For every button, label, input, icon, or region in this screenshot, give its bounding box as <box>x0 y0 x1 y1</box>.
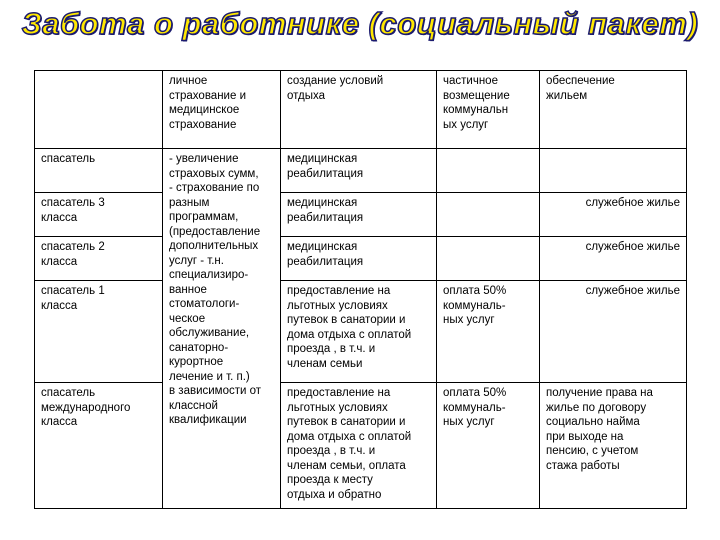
table-row <box>35 193 687 237</box>
header-housing: обеспечение жильем <box>540 71 687 149</box>
insurance-common-cell: - увеличение страховых сумм, - страхование по разным программам, (предоставление дополнительных услуг - т.н. специализиро- ванное стоматологи- ческое обслуживание, санаторно- курортное лечение и т. п.) в зависимости от классной квалификации <box>163 149 281 509</box>
rank-cell: спасатель <box>35 149 163 193</box>
table-row <box>35 383 687 509</box>
utilities-cell: оплата 50% коммуналь- ных услуг <box>437 281 540 383</box>
rank-cell: спасатель 2 класса <box>35 237 163 281</box>
table-header-row <box>35 71 687 149</box>
rest-cell: медицинская реабилитация <box>281 193 437 237</box>
social-package-table <box>34 70 687 509</box>
utilities-cell: оплата 50% коммуналь- ных услуг <box>437 383 540 509</box>
housing-cell: получение права на жилье по договору социально найма при выходе на пенсию, с учетом стажа работы <box>540 383 687 509</box>
housing-cell: служебное жилье <box>540 281 687 383</box>
rank-cell: спасатель 3 класса <box>35 193 163 237</box>
header-rest-conditions: создание условий отдыха <box>281 71 437 149</box>
rest-cell: предоставление на льготных условиях путевок в санатории и дома отдыха с оплатой проезда , в т.ч. и членам семьи <box>281 281 437 383</box>
rank-cell: спасатель 1 класса <box>35 281 163 383</box>
utilities-cell <box>437 193 540 237</box>
page-title: Забота о работнике (социальный пакет) <box>21 6 699 41</box>
rest-cell: медицинская реабилитация <box>281 237 437 281</box>
rank-cell: спасатель международного класса <box>35 383 163 509</box>
housing-cell: служебное жилье <box>540 193 687 237</box>
housing-cell <box>540 149 687 193</box>
header-insurance: личное страхование и медицинское страхование <box>163 71 281 149</box>
rest-cell: медицинская реабилитация <box>281 149 437 193</box>
rest-cell: предоставление на льготных условиях путевок в санатории и дома отдыха с оплатой проезда , в т.ч. и членам семьи, оплата проезда к месту отдыха и обратно <box>281 383 437 509</box>
table-row <box>35 149 687 193</box>
header-corner-cell <box>35 71 163 149</box>
utilities-cell <box>437 237 540 281</box>
table-row <box>35 237 687 281</box>
utilities-cell <box>437 149 540 193</box>
header-utilities: частичное возмещение коммунальн ых услуг <box>437 71 540 149</box>
housing-cell: служебное жилье <box>540 237 687 281</box>
table-row <box>35 281 687 383</box>
